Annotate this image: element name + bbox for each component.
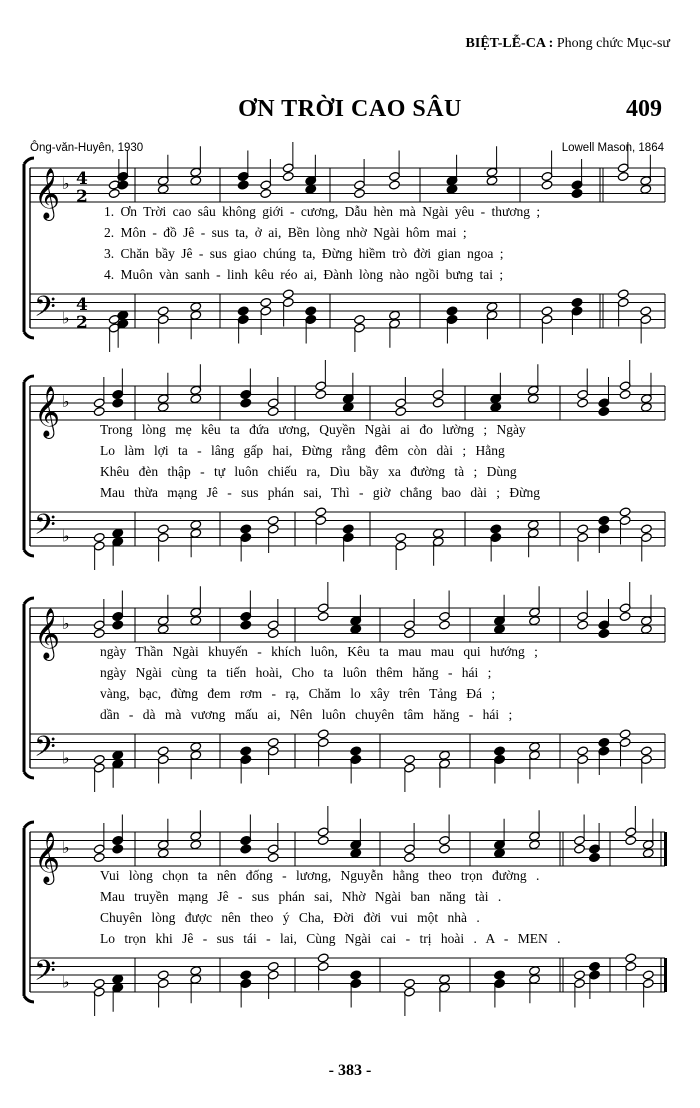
bass-staff [30, 958, 665, 992]
treble-clef-icon: 𝄞 [34, 832, 61, 883]
lyric-line: Chuyên lòng được nên theo ý Cha, Đời đời vui một nhà . [100, 910, 480, 925]
category-label: BIỆT-LỄ-CA : [465, 36, 554, 51]
key-flat-icon: ♭ [62, 526, 70, 546]
lyricist-credit: Ông-văn-Huyên, 1930 [30, 142, 144, 154]
bass-clef-icon: 𝄢 [34, 954, 56, 995]
key-flat-icon: ♭ [62, 972, 70, 992]
key-flat-icon: ♭ [62, 748, 70, 768]
treble-staff [30, 832, 665, 866]
lyric-line: 4. Muôn vàn sanh - linh kêu réo ai, Đành lòng nào ngồi bưng tai ; [104, 267, 504, 282]
treble-clef-icon: 𝄞 [34, 168, 61, 219]
lyric-line: Khêu đèn thập - tự luôn chiếu ra, Dìu bầy xa đường tà ; Dùng [100, 464, 517, 479]
time-signature-top: 4 [76, 295, 88, 315]
lyric-line: Lo trọn khi Jê - sus tái - lai, Cùng Ngài cai - trị hoài . A - MEN . [100, 931, 561, 946]
lyric-line: Vui lòng chọn ta nên đống - lương, Nguyễn hằng theo trọn đường . [100, 868, 540, 883]
bass-staff [30, 734, 665, 768]
bass-clef-icon: 𝄢 [34, 730, 56, 771]
key-flat-icon: ♭ [62, 614, 70, 633]
key-flat-icon: ♭ [62, 174, 70, 193]
lyric-line: Mau thừa mạng Jê - sus phán sai, Thì - giờ chẳng bao dài ; Đừng [100, 485, 540, 500]
lyric-line: 1. Ơn Trời cao sâu không giới - cương, Dẫu hèn mà Ngài yêu - thương ; [104, 204, 541, 219]
bass-clef-icon: 𝄢 [34, 508, 56, 549]
lyric-line: ngày Thần Ngài khuyến - khích luôn, Kêu ta mau mau qui hướng ; [100, 644, 538, 659]
lyric-line: vàng, bạc, đừng đem rơm - rạ, Chăm lo xây trên Tảng Đá ; [100, 686, 496, 701]
key-flat-icon: ♭ [62, 392, 70, 411]
treble-clef-icon: 𝄞 [34, 608, 61, 659]
page-number: - 383 - [328, 1062, 372, 1079]
subcategory-label: Phong chức Mục-sư [556, 36, 670, 51]
time-signature-bottom: 2 [76, 313, 88, 333]
section-header [466, 36, 670, 52]
hymn-number: 409 [626, 96, 662, 122]
lyric-line: dần - dà mà vương mấu ai, Nên luôn chuyên tâm hăng - hái ; [100, 707, 513, 722]
lyric-line: 3. Chăn bầy Jê - sus giao chúng ta, Đừng hiềm trò đời gian ngoa ; [104, 246, 504, 261]
lyric-line: Lo làm lợi ta - lâng gấp hai, Đừng rằng đêm còn dài ; Hằng [100, 443, 505, 458]
hymn-title: ƠN TRỜI CAO SÂU [238, 96, 462, 122]
treble-staff [30, 608, 665, 642]
lyric-line: Trong lòng mẹ kêu ta đứa ương, Quyền Ngài ai đo lường ; Ngày [100, 422, 526, 437]
key-flat-icon: ♭ [62, 308, 70, 328]
lyric-line: 2. Môn - đồ Jê - sus ta, ở ai, Bền lòng nhờ Ngài hôm mai ; [104, 225, 467, 240]
bass-clef-icon: 𝄢 [34, 290, 56, 331]
treble-clef-icon: 𝄞 [34, 386, 61, 437]
key-flat-icon: ♭ [62, 838, 70, 857]
time-signature-bottom: 2 [76, 187, 88, 207]
composer-credit: Lowell Mason, 1864 [561, 142, 664, 154]
lyric-line: Mau truyền mạng Jê - sus phán sai, Nhờ Ngài ban năng tài . [100, 889, 502, 904]
lyric-line: ngày Ngài cùng ta tiến hoài, Cho ta luôn thêm hăng - hái ; [100, 665, 492, 680]
time-signature-top: 4 [76, 169, 88, 189]
